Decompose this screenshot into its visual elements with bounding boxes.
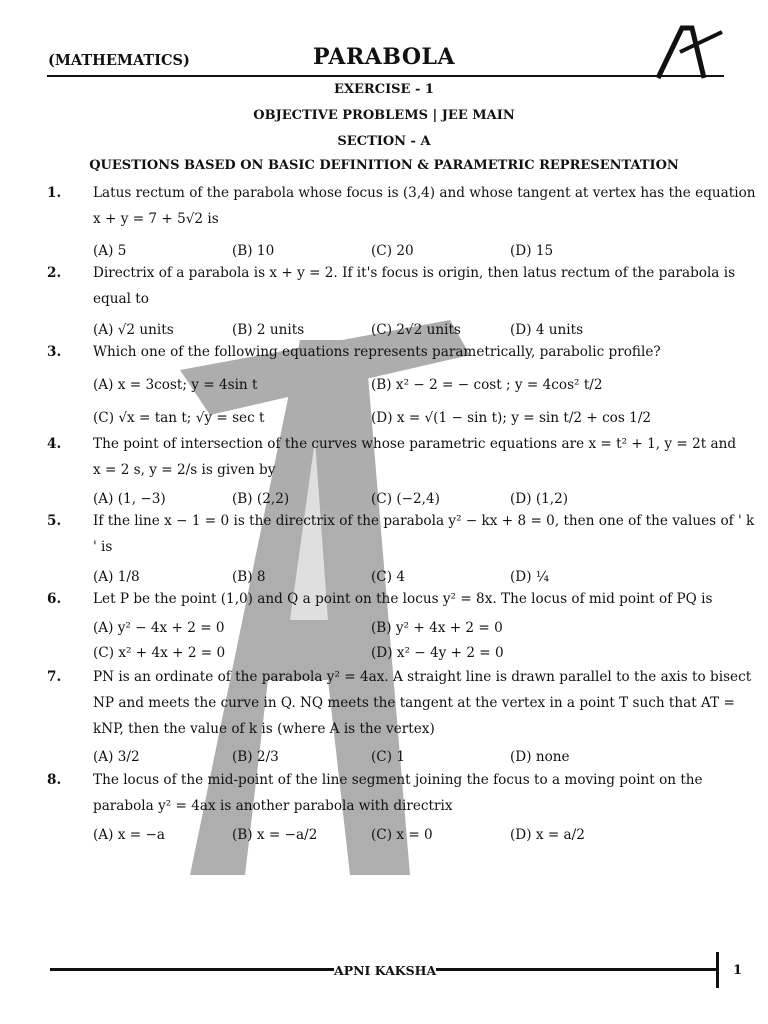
option-a: (A) x = 3cost; y = 4sin t — [93, 377, 258, 393]
question-text: Latus rectum of the parabola whose focus is (3,4) and whose tangent at vertex has the equation — [93, 185, 756, 201]
footer-tick — [716, 952, 719, 988]
option-a: (A) 1/8 — [93, 569, 140, 585]
option-c: (C) 1 — [371, 749, 405, 765]
footer-brand: APNI KAKSHA — [334, 963, 437, 978]
option-b: (B) 2/3 — [232, 749, 279, 765]
question-number: 4. — [47, 436, 62, 452]
question-text: ' is — [93, 539, 113, 555]
question-text: If the line x − 1 = 0 is the directrix of the parabola y² − kx + 8 = 0, then one of the values of ' k — [93, 513, 755, 529]
option-c: (C) x = 0 — [371, 827, 433, 843]
page-number: 1 — [733, 963, 743, 978]
option-d: (D) x² − 4y + 2 = 0 — [371, 645, 504, 661]
option-a: (A) 5 — [93, 243, 127, 259]
option-c: (C) √x = tan t; √y = sec t — [93, 410, 265, 426]
question-number: 2. — [47, 265, 62, 281]
option-b: (B) y² + 4x + 2 = 0 — [371, 620, 503, 636]
question-number: 5. — [47, 513, 62, 529]
option-c: (C) 2√2 units — [371, 322, 461, 338]
option-d: (D) 15 — [510, 243, 554, 259]
subject-label: (MATHEMATICS) — [48, 52, 190, 69]
question-text: x + y = 7 + 5√2 is — [93, 211, 219, 227]
question-text: Directrix of a parabola is x + y = 2. If it's focus is origin, then latus rectum of the parabola is — [93, 265, 736, 281]
option-b: (B) x² − 2 = − cost ; y = 4cos² t/2 — [371, 377, 603, 393]
option-d: (D) 4 units — [510, 322, 584, 338]
topic-heading: QUESTIONS BASED ON BASIC DEFINITION & PARAMETRIC REPRESENTATION — [89, 158, 679, 173]
header-divider — [47, 75, 724, 77]
question-number: 6. — [47, 591, 62, 607]
footer-rule-left — [50, 968, 334, 971]
option-d: (D) none — [510, 749, 570, 765]
question-number: 7. — [47, 669, 62, 685]
option-b: (B) 2 units — [232, 322, 305, 338]
question-text: equal to — [93, 291, 149, 307]
option-c: (C) x² + 4x + 2 = 0 — [93, 645, 226, 661]
question-text: Which one of the following equations represents parametrically, parabolic profile? — [93, 344, 661, 360]
question-text: kNP, then the value of k is (where A is the vertex) — [93, 721, 435, 737]
question-text: The locus of the mid-point of the line segment joining the focus to a moving point on the — [93, 772, 703, 788]
option-a: (A) 3/2 — [93, 749, 140, 765]
exercise-heading: EXERCISE - 1 — [334, 82, 434, 97]
page-title: PARABOLA — [312, 44, 456, 70]
option-a: (A) √2 units — [93, 322, 174, 338]
option-b: (B) 8 — [232, 569, 266, 585]
question-number: 1. — [47, 185, 62, 201]
question-number: 3. — [47, 344, 62, 360]
option-b: (B) x = −a/2 — [232, 827, 318, 843]
question-text: Let P be the point (1,0) and Q a point on the locus y² = 8x. The locus of mid point of PQ is — [93, 591, 713, 607]
question-number: 8. — [47, 772, 62, 788]
question-text: NP and meets the curve in Q. NQ meets the tangent at the vertex in a point T such that AT = — [93, 695, 735, 711]
option-a: (A) x = −a — [93, 827, 165, 843]
question-text: parabola y² = 4ax is another parabola with directrix — [93, 798, 453, 814]
option-b: (B) 10 — [232, 243, 275, 259]
objective-heading: OBJECTIVE PROBLEMS | JEE MAIN — [253, 108, 515, 123]
option-a: (A) (1, −3) — [93, 491, 166, 507]
brand-logo-icon — [652, 22, 724, 80]
option-d: (D) x = √(1 − sin t); y = sin t/2 + cos 1/2 — [371, 410, 652, 426]
section-heading: SECTION - A — [337, 134, 431, 149]
question-text: The point of intersection of the curves whose parametric equations are x = t² + 1, y = 2t and — [93, 436, 737, 452]
option-d: (D) ¼ — [510, 569, 550, 585]
footer-rule-right — [436, 968, 718, 971]
option-c: (C) 4 — [371, 569, 405, 585]
question-text: PN is an ordinate of the parabola y² = 4ax. A straight line is drawn parallel to the axis to bisect — [93, 669, 752, 685]
option-d: (D) (1,2) — [510, 491, 569, 507]
option-a: (A) y² − 4x + 2 = 0 — [93, 620, 225, 636]
option-d: (D) x = a/2 — [510, 827, 585, 843]
option-c: (C) 20 — [371, 243, 414, 259]
option-b: (B) (2,2) — [232, 491, 290, 507]
option-c: (C) (−2,4) — [371, 491, 440, 507]
question-text: x = 2 s, y = 2/s is given by — [93, 462, 276, 478]
